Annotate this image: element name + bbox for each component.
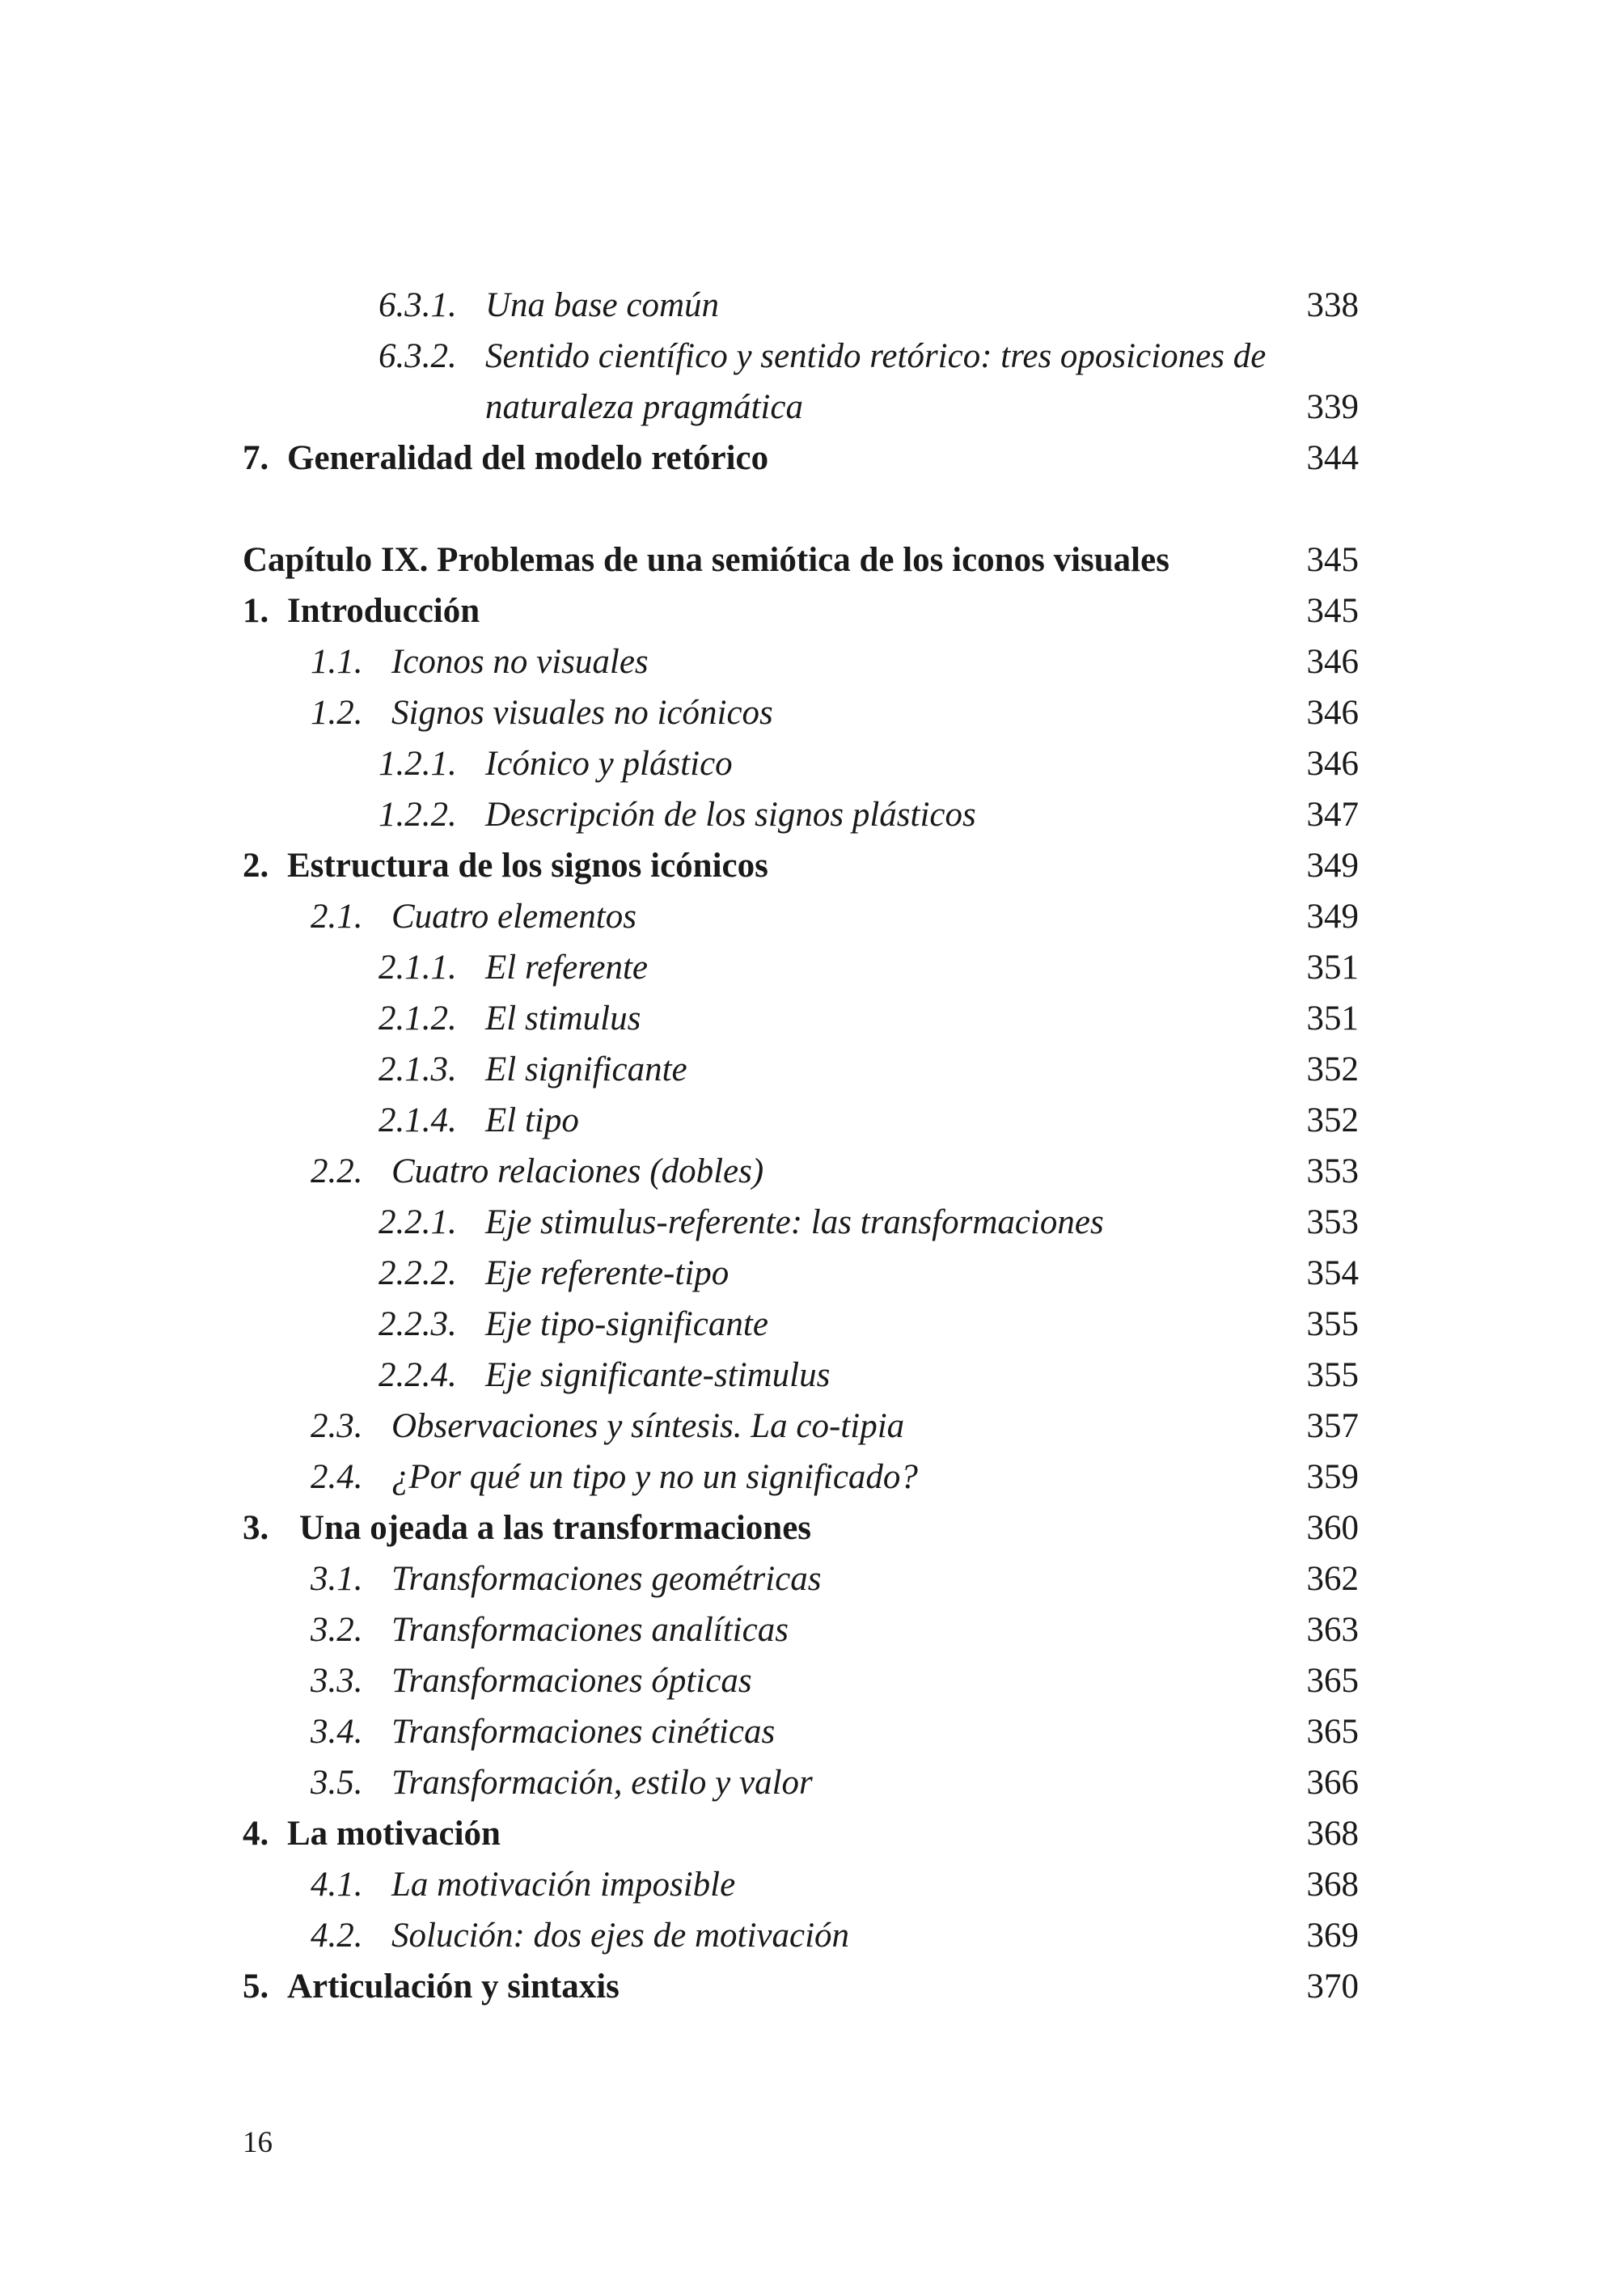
toc-entry bbox=[243, 1299, 1359, 1350]
toc-entry-page-number: 352 bbox=[1306, 1050, 1359, 1088]
toc-entry bbox=[243, 585, 1359, 636]
toc-entry bbox=[243, 1706, 1359, 1757]
toc-entry-page-number: 363 bbox=[1306, 1611, 1359, 1649]
toc-entry-number: 2.2. bbox=[311, 1152, 363, 1190]
toc-entry-number: 3.2. bbox=[311, 1611, 363, 1649]
toc-entry-title: Cuatro relaciones (dobles) bbox=[391, 1152, 764, 1190]
toc-entry-number: 3.5. bbox=[311, 1764, 363, 1802]
toc-entry bbox=[243, 687, 1359, 738]
toc-entry-page-number: 370 bbox=[1306, 1968, 1359, 2006]
toc-entry-page-number: 346 bbox=[1306, 694, 1359, 732]
toc-entry-number: 7. bbox=[243, 439, 269, 477]
toc-entry-number: 3.1. bbox=[311, 1560, 363, 1598]
toc-entry-title: Iconos no visuales bbox=[391, 643, 649, 681]
toc-entry bbox=[243, 433, 1359, 484]
toc-entry-title: Una ojeada a las transformaciones bbox=[299, 1509, 812, 1547]
footer-page-number: 16 bbox=[243, 2126, 273, 2159]
toc-entry-page-number: 338 bbox=[1306, 286, 1359, 324]
toc-entry-title: Eje tipo-significante bbox=[485, 1305, 768, 1343]
toc-entry-title: Generalidad del modelo retórico bbox=[287, 439, 769, 477]
toc-entry-title: Icónico y plástico bbox=[485, 745, 733, 783]
toc-entry-title: Transformaciones analíticas bbox=[391, 1611, 789, 1649]
toc-entry-number: 2.2.4. bbox=[379, 1356, 457, 1394]
toc-entry-page-number: 365 bbox=[1306, 1662, 1359, 1700]
toc-group-chapter-ix bbox=[243, 585, 1359, 2012]
toc-entry-number: 2.2.1. bbox=[379, 1203, 457, 1241]
toc-entry-page-number: 355 bbox=[1306, 1356, 1359, 1394]
toc-entry bbox=[243, 1503, 1359, 1553]
toc-entry bbox=[243, 1910, 1359, 1961]
toc-entry-number: 2. bbox=[243, 847, 269, 885]
toc-entry-page-number: 351 bbox=[1306, 1000, 1359, 1038]
toc-entry-number: 2.1.4. bbox=[379, 1101, 457, 1139]
toc-entry-page-number: 360 bbox=[1306, 1509, 1359, 1547]
toc-entry-page-number: 353 bbox=[1306, 1152, 1359, 1190]
toc-entry-number: 3. bbox=[243, 1509, 269, 1547]
toc-entry-page-number: 339 bbox=[1306, 388, 1359, 426]
toc-entry bbox=[243, 738, 1359, 789]
toc-entry bbox=[243, 1197, 1359, 1248]
toc-entry-title: Transformación, estilo y valor bbox=[391, 1764, 813, 1802]
toc-entry-number: 2.1.1. bbox=[379, 949, 457, 987]
toc-entry-page-number: 351 bbox=[1306, 949, 1359, 987]
toc-entry-page-number: 357 bbox=[1306, 1407, 1359, 1445]
toc-entry-page-number: 368 bbox=[1306, 1866, 1359, 1904]
toc-entry-number: 2.2.2. bbox=[379, 1254, 457, 1292]
toc-entry bbox=[243, 1350, 1359, 1401]
toc-entry-number: 3.4. bbox=[311, 1713, 363, 1751]
toc-group-previous-chapter bbox=[243, 280, 1359, 484]
toc-entry-title: Eje stimulus-referente: las transformaciones bbox=[485, 1203, 1104, 1241]
toc-entry-number: 2.4. bbox=[311, 1458, 363, 1496]
toc-entry-title: El tipo bbox=[485, 1101, 579, 1139]
toc-entry-title: Eje significante-stimulus bbox=[485, 1356, 831, 1394]
toc-entry-title: Observaciones y síntesis. La co-tipia bbox=[391, 1407, 905, 1445]
toc-entry-title: Una base común bbox=[485, 286, 720, 324]
toc-entry-page-number: 346 bbox=[1306, 643, 1359, 681]
toc-entry-title: Transformaciones ópticas bbox=[391, 1662, 752, 1700]
toc-entry-number: 4.1. bbox=[311, 1866, 363, 1904]
toc-entry bbox=[243, 1248, 1359, 1299]
toc-entry-title: Descripción de los signos plásticos bbox=[485, 796, 976, 834]
toc-entry-page-number: 365 bbox=[1306, 1713, 1359, 1751]
section-gap bbox=[243, 484, 1359, 535]
toc-entry bbox=[243, 891, 1359, 942]
toc-entry bbox=[243, 1401, 1359, 1452]
table-of-contents bbox=[243, 280, 1359, 2012]
toc-entry bbox=[243, 1044, 1359, 1095]
toc-entry-number: 1.2.1. bbox=[379, 745, 457, 783]
toc-entry-page-number: 352 bbox=[1306, 1101, 1359, 1139]
toc-entry-page-number: 349 bbox=[1306, 847, 1359, 885]
toc-entry-page-number: 366 bbox=[1306, 1764, 1359, 1802]
toc-entry-number: 1.1. bbox=[311, 643, 363, 681]
toc-entry-title: Transformaciones cinéticas bbox=[391, 1713, 776, 1751]
toc-entry-page-number: 345 bbox=[1306, 592, 1359, 630]
toc-entry-number: 2.3. bbox=[311, 1407, 363, 1445]
toc-entry-page-number: 355 bbox=[1306, 1305, 1359, 1343]
toc-entry bbox=[243, 1859, 1359, 1910]
toc-entry-title: La motivación bbox=[287, 1815, 501, 1853]
toc-entry-title: Cuatro elementos bbox=[391, 898, 636, 936]
toc-entry-number: 3.3. bbox=[311, 1662, 363, 1700]
toc-entry bbox=[243, 331, 1359, 382]
toc-entry bbox=[243, 1655, 1359, 1706]
toc-entry-number: 1.2.2. bbox=[379, 796, 457, 834]
toc-entry bbox=[243, 1095, 1359, 1146]
toc-entry-title: Solución: dos ejes de motivación bbox=[391, 1917, 850, 1955]
toc-entry bbox=[243, 993, 1359, 1044]
toc-entry-number: 5. bbox=[243, 1968, 269, 2006]
toc-entry-title: El stimulus bbox=[485, 1000, 641, 1038]
toc-entry-page-number: 353 bbox=[1306, 1203, 1359, 1241]
toc-entry-page-number: 347 bbox=[1306, 796, 1359, 834]
toc-entry-number: 1. bbox=[243, 592, 269, 630]
chapter-title: Capítulo IX. Problemas de una semiótica de los iconos visuales bbox=[243, 541, 1169, 579]
toc-entry-title: Estructura de los signos icónicos bbox=[287, 847, 768, 885]
toc-entry-title: Transformaciones geométricas bbox=[391, 1560, 822, 1598]
toc-entry-number: 2.2.3. bbox=[379, 1305, 457, 1343]
toc-entry-title: ¿Por qué un tipo y no un significado? bbox=[391, 1458, 918, 1496]
toc-entry-number: 4. bbox=[243, 1815, 269, 1853]
toc-entry bbox=[243, 1604, 1359, 1655]
toc-entry-page-number: 368 bbox=[1306, 1815, 1359, 1853]
toc-entry-title: La motivación imposible bbox=[391, 1866, 736, 1904]
toc-entry-number: 6.3.1. bbox=[379, 286, 457, 324]
toc-entry bbox=[243, 1146, 1359, 1197]
toc-entry-title: Introducción bbox=[287, 592, 480, 630]
chapter-page-number: 345 bbox=[1306, 541, 1359, 579]
toc-entry bbox=[243, 789, 1359, 840]
toc-entry-number: 2.1.3. bbox=[379, 1050, 457, 1088]
toc-entry bbox=[243, 382, 1359, 433]
toc-entry-number: 2.1. bbox=[311, 898, 363, 936]
toc-entry-number: 4.2. bbox=[311, 1917, 363, 1955]
toc-entry bbox=[243, 840, 1359, 891]
toc-entry-title: El significante bbox=[485, 1050, 687, 1088]
toc-entry bbox=[243, 1553, 1359, 1604]
toc-entry-title: naturaleza pragmática bbox=[485, 388, 803, 426]
toc-entry-number: 1.2. bbox=[311, 694, 363, 732]
toc-entry-page-number: 346 bbox=[1306, 745, 1359, 783]
toc-entry-title: Articulación y sintaxis bbox=[287, 1968, 620, 2006]
toc-entry bbox=[243, 942, 1359, 993]
toc-entry-page-number: 349 bbox=[1306, 898, 1359, 936]
toc-entry-number: 6.3.2. bbox=[379, 337, 457, 375]
toc-entry-page-number: 344 bbox=[1306, 439, 1359, 477]
toc-entry-title: Signos visuales no icónicos bbox=[391, 694, 773, 732]
toc-entry-title: Eje referente-tipo bbox=[485, 1254, 730, 1292]
toc-entry bbox=[243, 1808, 1359, 1859]
chapter-heading bbox=[243, 535, 1359, 585]
toc-entry bbox=[243, 1452, 1359, 1503]
toc-entry bbox=[243, 1961, 1359, 2012]
toc-entry-number: 2.1.2. bbox=[379, 1000, 457, 1038]
toc-entry bbox=[243, 1757, 1359, 1808]
toc-entry-page-number: 354 bbox=[1306, 1254, 1359, 1292]
toc-entry-page-number: 369 bbox=[1306, 1917, 1359, 1955]
toc-entry-title: El referente bbox=[485, 949, 648, 987]
toc-entry-page-number: 362 bbox=[1306, 1560, 1359, 1598]
toc-entry-page-number: 359 bbox=[1306, 1458, 1359, 1496]
toc-entry bbox=[243, 280, 1359, 331]
toc-entry-title: Sentido científico y sentido retórico: tres oposiciones de bbox=[485, 337, 1267, 375]
toc-entry bbox=[243, 636, 1359, 687]
